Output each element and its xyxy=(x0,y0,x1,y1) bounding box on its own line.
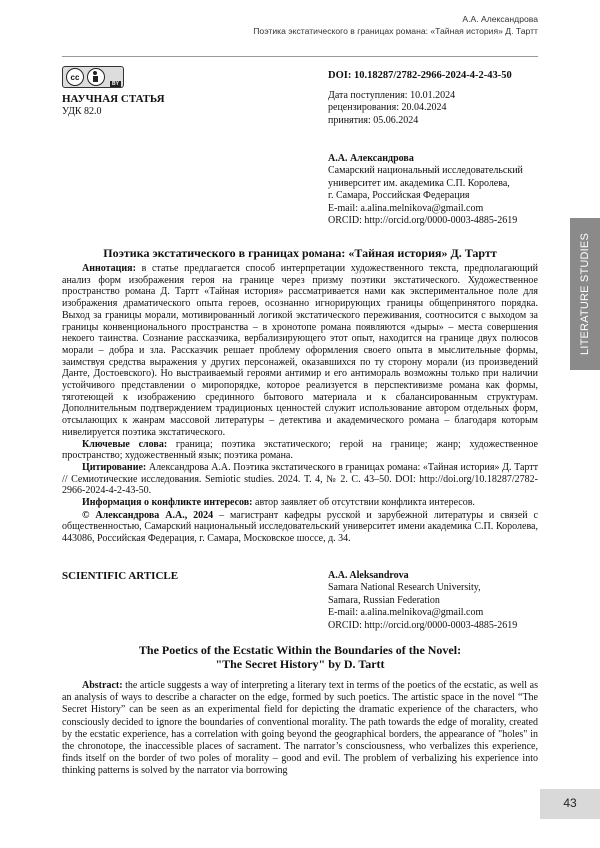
abstract-en-paragraph xyxy=(62,680,538,778)
abstract-label: Аннотация: xyxy=(82,263,136,274)
date-received: Дата поступления: 10.01.2024 xyxy=(328,90,456,101)
affiliation-line: Samara National Research University, xyxy=(328,582,481,594)
author-name-en: A.A. Aleksandrova xyxy=(328,570,409,581)
author-email[interactable]: E-mail: a.alina.melnikova@gmail.com xyxy=(328,607,484,619)
article-dates xyxy=(328,90,455,127)
abstract-text: в статье предлагается способ интерпретации художественного текста, предполагающий анализ форм изображения героя на границе через призму поэтики экстатического. Художественное пространство романа Д. Тартт «Тайная история» рассматривается нами как экспериментальное поле для изображения драматического опыта героев, осознанно игнорирующих границы общепринятого порядка. Выход за границы морали, мотивированный логикой экстатического переживания, соотносится с выходом за границы конвенционального пространства – в хронотопе романа появляются «дыры» – места совершения некоего таинства. Сознание рассказчика, вербализирующего этот опыт, находится на границе двух полюсов морали – добра и зла. Рассказчик решает проблему оформления своего опыта в мыслительные формы, заимствуя средства выражения у других персонажей, оказавшихся по ту сторону морали (из произведений Данте, Достоевского). Но выстраиваемый героями антимир и его антимораль возможны только при наличии устойчивого представлении о миропорядке, которое реализуется в перспективизме романа как формы, тяготеющей к изображению срединного бытового материала и к сбалансированным структурам. Дополнительным подтверждением традиционых ценностей служит использование автором отдельных форм, отсылающих к жанрам массовой литературы – детектива и академического романа – благодаря которым нивелируется поэтика экстатического. xyxy=(62,263,538,438)
author-block-ru xyxy=(328,153,523,227)
author-block-en xyxy=(328,570,517,632)
udc-code: УДК 82.0 xyxy=(62,106,102,117)
doi: DOI: 10.18287/2782-2966-2024-4-2-43-50 xyxy=(328,70,512,81)
person-icon xyxy=(87,68,105,86)
cc-by-icon[interactable] xyxy=(62,66,124,88)
article-meta-ru xyxy=(62,263,538,545)
header-running-title: Поэтика экстатического в границах романа: «Тайная история» Д. Тартт xyxy=(253,26,538,36)
abstract-text: the article suggests a way of interpreting a literary text in terms of the poetics of the ecstatic, as well as an analysis of ways to describe a character on the edge, formed by such poetics. The artistic space in the novel “The Secret History” can be seen as an experimental field for depicting the dramatic experience of the characters, who consciously decided to ignore the boundaries of conventional morality. The path towards the edge of morality, created by the ecstatic experience, has a correlation with going beyond the geographical borders, the appearance of "holes" in the chronotope, the inaccessible places of sacrament. The narrator’s consciousness, who verbalizes this experience, finds itself on the border of two poles of morality – good and evil. The problem of verbalizing his experience into thinking patterns is solved by the narrator via borrowing xyxy=(62,680,538,777)
header-divider xyxy=(62,56,538,57)
article-title-en xyxy=(62,643,538,671)
keywords-ru xyxy=(62,439,538,462)
author-orcid[interactable]: ORCID: http://orcid.org/0000-0003-4885-2619 xyxy=(328,619,518,631)
page-number: 43 xyxy=(563,796,577,810)
running-header xyxy=(253,13,538,37)
date-accepted: принятия: 05.06.2024 xyxy=(328,114,419,126)
author-city: г. Самара, Российская Федерация xyxy=(328,190,470,202)
section-label: LITERATURE STUDIES xyxy=(579,233,591,355)
copyright-label: © Александрова А.А., 2024 xyxy=(82,509,214,521)
citation-ru xyxy=(62,462,538,497)
author-city: Samara, Russian Federation xyxy=(328,594,440,606)
header-author: А.А. Александрова xyxy=(462,14,538,24)
citation-label: Цитирование: xyxy=(82,461,147,473)
cc-circle-icon: cc xyxy=(66,68,84,86)
abstract-ru xyxy=(62,263,538,439)
license-label: BY xyxy=(112,81,119,87)
author-name-ru: А.А. Александрова xyxy=(328,153,414,164)
keywords-text: граница; поэтика экстатического; герой на границе; жанр; художественное пространство; художественный язык; поэтика романа. xyxy=(62,438,538,462)
article-type-ru: НАУЧНАЯ СТАТЬЯ xyxy=(62,93,165,105)
affiliation-line: университет им. академика С.П. Королева, xyxy=(328,177,510,189)
page-number-box xyxy=(540,789,600,819)
section-side-tab xyxy=(570,218,600,370)
conflict-text: автор заявляет об отсутствии конфликта интересов. xyxy=(252,497,475,509)
copyright-ru xyxy=(62,510,538,545)
conflict-label: Информация о конфликте интересов: xyxy=(82,497,253,509)
title-en-line-2: "The Secret History" by D. Tartt xyxy=(215,657,385,671)
abstract-label: Abstract: xyxy=(82,680,123,691)
date-reviewed: рецензирования: 20.04.2024 xyxy=(328,102,447,114)
author-orcid[interactable]: ORCID: http://orcid.org/0000-0003-4885-2619 xyxy=(328,215,518,227)
title-en-line-1: The Poetics of the Ecstatic Within the Boundaries of the Novel: xyxy=(138,643,462,657)
keywords-label: Ключевые слова: xyxy=(82,438,168,450)
article-type-en: SCIENTIFIC ARTICLE xyxy=(62,570,179,582)
conflict-ru xyxy=(62,497,538,509)
article-title-ru: Поэтика экстатического в границах романа: «Тайная история» Д. Тартт xyxy=(103,246,497,260)
citation-text: Александрова А.А. Поэтика экстатического в границах романа: «Тайная история» Д. Тартт // Семиотические исследования. Semiotic studies. 2024. Т. 4, № 2. С. 43–50. DOI: http://doi.org/10.18287/2782-2966-2024-4-2-43-50. xyxy=(62,461,538,497)
abstract-en xyxy=(62,680,538,778)
affiliation-line: Самарский национальный исследовательский xyxy=(328,165,523,177)
copyright-text: – магистрант кафедры русской и зарубежной литературы и связей с общественностью, Самарский национальный исследовательский университет имени академика С.П. Королева, 443086, Российская Федерация, г. Самара, Московское шоссе, д. 34. xyxy=(62,509,538,545)
author-email[interactable]: E-mail: a.alina.melnikova@gmail.com xyxy=(328,202,484,214)
